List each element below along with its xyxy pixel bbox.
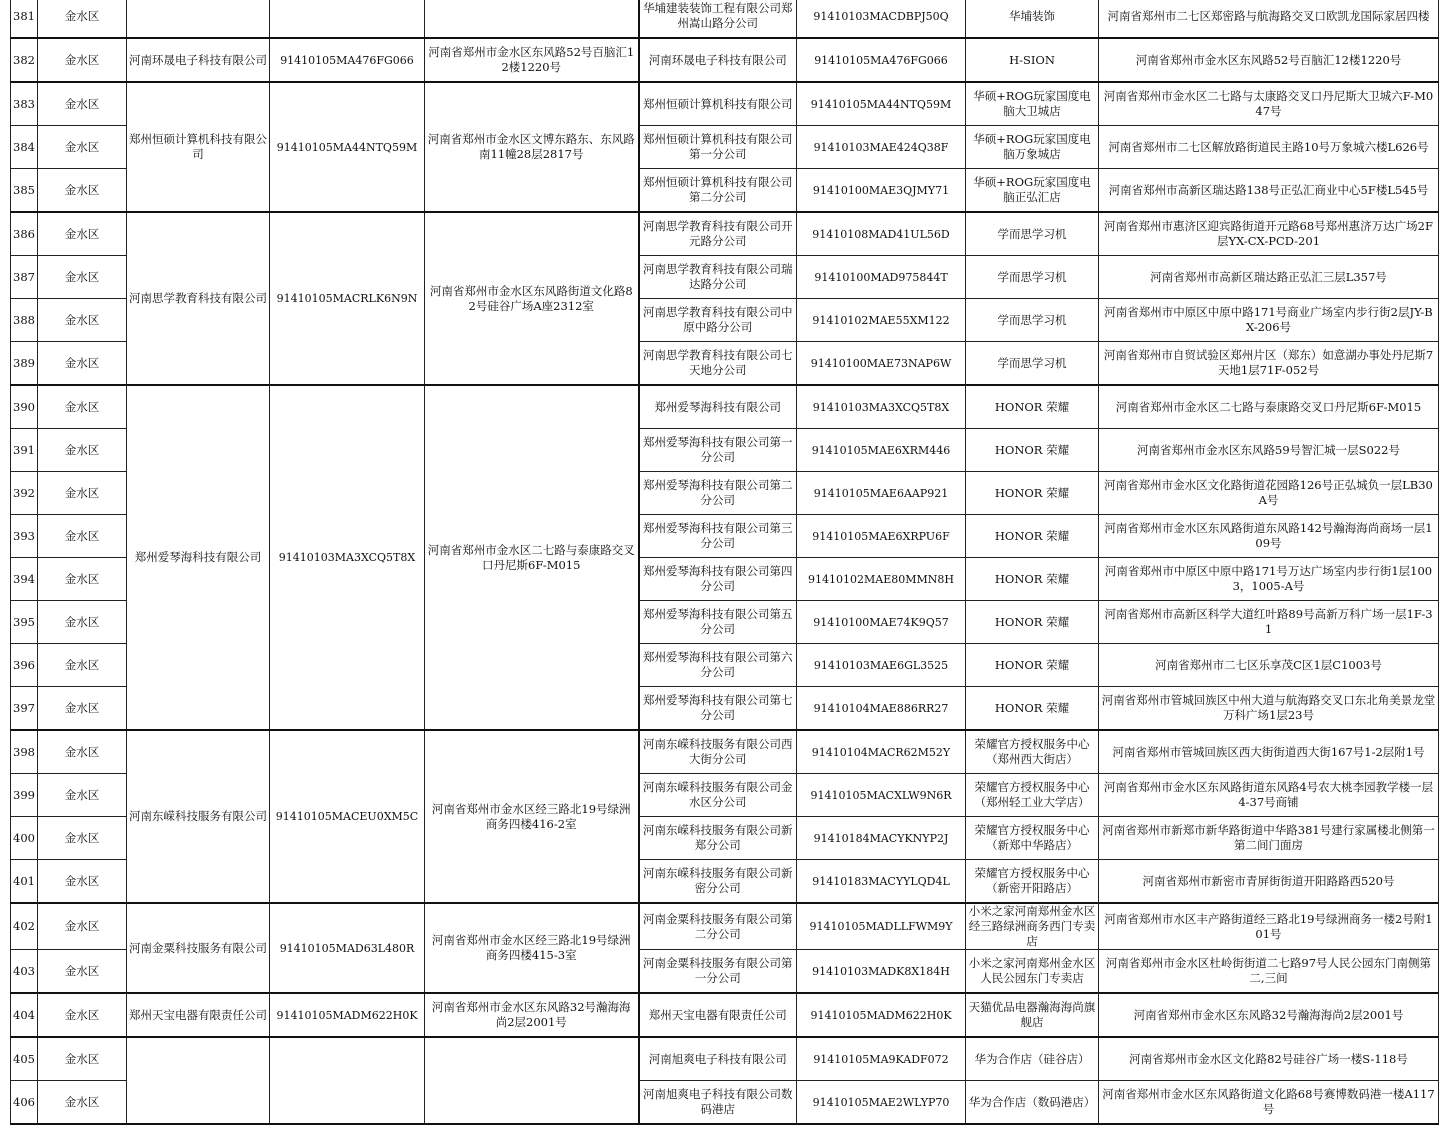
- branch-code-cell: 91410104MAE886RR27: [797, 687, 966, 731]
- district-cell: 金水区: [38, 515, 127, 558]
- row-number: 387: [11, 256, 38, 299]
- district-cell: 金水区: [38, 126, 127, 169]
- branch-code-cell: 91410103MACDBPJ50Q: [797, 0, 966, 38]
- brand-cell: HONOR 荣耀: [966, 429, 1099, 472]
- branch-name-cell: 郑州天宝电器有限责任公司: [639, 993, 797, 1037]
- branch-code-cell: 91410104MACR62M52Y: [797, 730, 966, 774]
- table-row: [11, 38, 1439, 82]
- branch-name-cell: 河南思学教育科技有限公司开元路分公司: [639, 212, 797, 256]
- row-number: 390: [11, 385, 38, 429]
- branch-name-cell: 河南环晟电子科技有限公司: [639, 38, 797, 82]
- district-cell: 金水区: [38, 860, 127, 904]
- branch-name-cell: 郑州爱琴海科技有限公司第一分公司: [639, 429, 797, 472]
- brand-cell: 荣耀官方授权服务中心（新密开阳路店）: [966, 860, 1099, 904]
- branch-code-cell: 91410100MAE3QJMY71: [797, 169, 966, 213]
- branch-name-cell: 河南金粟科技服务有限公司第二分公司: [639, 903, 797, 950]
- unit-name-cell: 河南环晟电子科技有限公司: [127, 38, 270, 82]
- row-number: 405: [11, 1037, 38, 1081]
- store-address-cell: 河南省郑州市二七区解放路街道民主路10号万象城六楼L626号: [1099, 126, 1439, 169]
- row-number: 398: [11, 730, 38, 774]
- brand-cell: 华硕+ROG玩家国度电脑万象城店: [966, 126, 1099, 169]
- district-cell: 金水区: [38, 817, 127, 860]
- unit-name-cell: 河南金粟科技服务有限公司: [127, 903, 270, 993]
- brand-cell: 华埔装饰: [966, 0, 1099, 38]
- unit-address-cell: 河南省郑州市金水区东风路52号百脑汇12楼1220号: [425, 38, 639, 82]
- branch-code-cell: 91410105MA44NTQ59M: [797, 82, 966, 126]
- brand-cell: HONOR 荣耀: [966, 472, 1099, 515]
- branch-name-cell: 郑州爱琴海科技有限公司第二分公司: [639, 472, 797, 515]
- district-cell: 金水区: [38, 558, 127, 601]
- row-number: 406: [11, 1081, 38, 1125]
- table-row: [11, 903, 1439, 950]
- store-address-cell: 河南省郑州市水区丰产路街道经三路北19号绿洲商务一楼2号附101号: [1099, 903, 1439, 950]
- branch-name-cell: 河南思学教育科技有限公司瑞达路分公司: [639, 256, 797, 299]
- brand-cell: HONOR 荣耀: [966, 385, 1099, 429]
- table-row: [11, 385, 1439, 429]
- row-number: 386: [11, 212, 38, 256]
- brand-cell: HONOR 荣耀: [966, 558, 1099, 601]
- row-number: 401: [11, 860, 38, 904]
- branch-code-cell: 91410100MAD975844T: [797, 256, 966, 299]
- store-address-cell: 河南省郑州市金水区东风路32号瀚海海尚2层2001号: [1099, 993, 1439, 1037]
- branch-code-cell: 91410105MAE6XRPU6F: [797, 515, 966, 558]
- unit-address-cell: 河南省郑州市金水区东风路32号瀚海海尚2层2001号: [425, 993, 639, 1037]
- branch-name-cell: 河南旭爽电子科技有限公司数码港店: [639, 1081, 797, 1125]
- store-address-cell: 河南省郑州市惠济区迎宾路街道开元路68号郑州惠济万达广场2F层YX-CX-PCD-201: [1099, 212, 1439, 256]
- branch-name-cell: 郑州爱琴海科技有限公司: [639, 385, 797, 429]
- branch-name-cell: 郑州爱琴海科技有限公司第七分公司: [639, 687, 797, 731]
- row-number: 388: [11, 299, 38, 342]
- row-number: 402: [11, 903, 38, 950]
- branch-name-cell: 郑州爱琴海科技有限公司第三分公司: [639, 515, 797, 558]
- store-address-cell: 河南省郑州市高新区瑞达路138号正弘汇商业中心5F楼L545号: [1099, 169, 1439, 213]
- table-row: [11, 212, 1439, 256]
- branch-code-cell: 91410103MA3XCQ5T8X: [797, 385, 966, 429]
- district-cell: 金水区: [38, 644, 127, 687]
- branch-name-cell: 华埔建装装饰工程有限公司郑州嵩山路分公司: [639, 0, 797, 38]
- brand-cell: 天猫优品电器瀚海海尚旗舰店: [966, 993, 1099, 1037]
- store-address-cell: 河南省郑州市中原区中原中路171号商业广场室内步行街2层JY-BX-206号: [1099, 299, 1439, 342]
- unit-address-cell: 河南省郑州市金水区二七路与泰康路交叉口丹尼斯6F-M015: [425, 385, 639, 730]
- branch-name-cell: 河南思学教育科技有限公司七天地分公司: [639, 342, 797, 386]
- district-cell: 金水区: [38, 774, 127, 817]
- branch-name-cell: 郑州爱琴海科技有限公司第五分公司: [639, 601, 797, 644]
- district-cell: 金水区: [38, 687, 127, 731]
- brand-cell: 学而思学习机: [966, 299, 1099, 342]
- row-number: 404: [11, 993, 38, 1037]
- unit-code-cell: 91410105MA476FG066: [270, 38, 425, 82]
- district-cell: 金水区: [38, 903, 127, 950]
- branch-code-cell: 91410103MADK8X184H: [797, 950, 966, 994]
- unit-address-cell: 河南省郑州市金水区文博东路东、东风路南11幢28层2817号: [425, 82, 639, 212]
- row-number: 395: [11, 601, 38, 644]
- branch-name-cell: 河南东嵘科技服务有限公司新郑分公司: [639, 817, 797, 860]
- branch-name-cell: 郑州恒硕计算机科技有限公司第二分公司: [639, 169, 797, 213]
- unit-address-cell: 河南省郑州市金水区经三路北19号绿洲商务四楼415-3室: [425, 903, 639, 993]
- brand-cell: 学而思学习机: [966, 342, 1099, 386]
- branch-code-cell: 91410105MADLLFWM9Y: [797, 903, 966, 950]
- store-address-cell: 河南省郑州市高新区瑞达路正弘汇三层L357号: [1099, 256, 1439, 299]
- store-address-cell: 河南省郑州市金水区文化路街道花园路126号正弘城负一层LB30A号: [1099, 472, 1439, 515]
- brand-cell: 荣耀官方授权服务中心（郑州西大街店）: [966, 730, 1099, 774]
- unit-code-cell: [270, 0, 425, 38]
- brand-cell: 学而思学习机: [966, 256, 1099, 299]
- row-number: 400: [11, 817, 38, 860]
- row-number: 391: [11, 429, 38, 472]
- brand-cell: 小米之家河南郑州金水区经三路绿洲商务西门专卖店: [966, 903, 1099, 950]
- unit-name-cell: 郑州恒硕计算机科技有限公司: [127, 82, 270, 212]
- unit-code-cell: 91410105MACRLK6N9N: [270, 212, 425, 385]
- store-address-cell: 河南省郑州市管城回族区中州大道与航海路交叉口东北角美景龙堂万科广场1层23号: [1099, 687, 1439, 731]
- row-number: 381: [11, 0, 38, 38]
- brand-cell: H-SION: [966, 38, 1099, 82]
- table-row: [11, 993, 1439, 1037]
- store-address-cell: 河南省郑州市新密市青屏街街道开阳路路西520号: [1099, 860, 1439, 904]
- branch-name-cell: 河南金粟科技服务有限公司第一分公司: [639, 950, 797, 994]
- row-number: 397: [11, 687, 38, 731]
- unit-address-cell: 河南省郑州市金水区东风路街道文化路82号硅谷广场A座2312室: [425, 212, 639, 385]
- brand-cell: 华硕+ROG玩家国度电脑正弘汇店: [966, 169, 1099, 213]
- unit-code-cell: [270, 1037, 425, 1124]
- district-cell: 金水区: [38, 38, 127, 82]
- store-address-cell: 河南省郑州市金水区杜岭街街道二七路97号人民公园东门南侧第二,三间: [1099, 950, 1439, 994]
- branch-code-cell: 91410105MACXLW9N6R: [797, 774, 966, 817]
- table-body: [11, 0, 1439, 1124]
- branch-code-cell: 91410105MAE6AAP921: [797, 472, 966, 515]
- branch-code-cell: 91410184MACYKNYP2J: [797, 817, 966, 860]
- store-address-cell: 河南省郑州市金水区二七路与太康路交叉口丹尼斯大卫城六F-M047号: [1099, 82, 1439, 126]
- row-number: 383: [11, 82, 38, 126]
- store-address-cell: 河南省郑州市金水区二七路与泰康路交叉口丹尼斯6F-M015: [1099, 385, 1439, 429]
- branch-code-cell: 91410105MA9KADF072: [797, 1037, 966, 1081]
- brand-cell: 华硕+ROG玩家国度电脑大卫城店: [966, 82, 1099, 126]
- store-address-cell: 河南省郑州市中原区中原中路171号万达广场室内步行街1层1003，1005-A号: [1099, 558, 1439, 601]
- row-number: 389: [11, 342, 38, 386]
- table-row: [11, 1037, 1439, 1081]
- store-list-table: [10, 0, 1439, 1125]
- branch-name-cell: 河南东嵘科技服务有限公司金水区分公司: [639, 774, 797, 817]
- district-cell: 金水区: [38, 1081, 127, 1125]
- branch-code-cell: 91410105MADM622H0K: [797, 993, 966, 1037]
- store-address-cell: 河南省郑州市新郑市新华路街道中华路381号建行家属楼北侧第一第二间门面房: [1099, 817, 1439, 860]
- unit-name-cell: 河南思学教育科技有限公司: [127, 212, 270, 385]
- branch-name-cell: 郑州爱琴海科技有限公司第四分公司: [639, 558, 797, 601]
- branch-name-cell: 郑州恒硕计算机科技有限公司: [639, 82, 797, 126]
- brand-cell: 荣耀官方授权服务中心（新郑中华路店）: [966, 817, 1099, 860]
- store-address-cell: 河南省郑州市高新区科学大道红叶路89号高新万科广场一层1F-31: [1099, 601, 1439, 644]
- unit-code-cell: 91410105MACEU0XM5C: [270, 730, 425, 903]
- district-cell: 金水区: [38, 299, 127, 342]
- district-cell: 金水区: [38, 256, 127, 299]
- district-cell: 金水区: [38, 82, 127, 126]
- unit-code-cell: 91410105MAD63L480R: [270, 903, 425, 993]
- brand-cell: HONOR 荣耀: [966, 515, 1099, 558]
- row-number: 382: [11, 38, 38, 82]
- district-cell: 金水区: [38, 0, 127, 38]
- row-number: 385: [11, 169, 38, 213]
- district-cell: 金水区: [38, 993, 127, 1037]
- store-address-cell: 河南省郑州市金水区文化路82号硅谷广场一楼S-118号: [1099, 1037, 1439, 1081]
- brand-cell: 小米之家河南郑州金水区人民公园东门专卖店: [966, 950, 1099, 994]
- brand-cell: 华为合作店（硅谷店）: [966, 1037, 1099, 1081]
- row-number: 403: [11, 950, 38, 994]
- store-address-cell: 河南省郑州市金水区东风路街道东风路4号农大桃李园教学楼一层4-37号商铺: [1099, 774, 1439, 817]
- table-row: [11, 82, 1439, 126]
- branch-code-cell: 91410183MACYYLQD4L: [797, 860, 966, 904]
- district-cell: 金水区: [38, 212, 127, 256]
- district-cell: 金水区: [38, 1037, 127, 1081]
- branch-name-cell: 郑州恒硕计算机科技有限公司第一分公司: [639, 126, 797, 169]
- branch-name-cell: 河南东嵘科技服务有限公司西大街分公司: [639, 730, 797, 774]
- branch-code-cell: 91410100MAE74K9Q57: [797, 601, 966, 644]
- unit-address-cell: [425, 0, 639, 38]
- unit-code-cell: 91410105MA44NTQ59M: [270, 82, 425, 212]
- branch-code-cell: 91410102MAE55XM122: [797, 299, 966, 342]
- unit-code-cell: 91410105MADM622H0K: [270, 993, 425, 1037]
- branch-code-cell: 91410102MAE80MMN8H: [797, 558, 966, 601]
- brand-cell: HONOR 荣耀: [966, 601, 1099, 644]
- store-address-cell: 河南省郑州市金水区东风路59号智汇城一层S022号: [1099, 429, 1439, 472]
- district-cell: 金水区: [38, 385, 127, 429]
- unit-name-cell: [127, 1037, 270, 1124]
- row-number: 384: [11, 126, 38, 169]
- unit-name-cell: 郑州天宝电器有限责任公司: [127, 993, 270, 1037]
- district-cell: 金水区: [38, 342, 127, 386]
- branch-code-cell: 91410105MAE6XRM446: [797, 429, 966, 472]
- unit-address-cell: 河南省郑州市金水区经三路北19号绿洲商务四楼416-2室: [425, 730, 639, 903]
- district-cell: 金水区: [38, 472, 127, 515]
- branch-name-cell: 河南东嵘科技服务有限公司新密分公司: [639, 860, 797, 904]
- store-address-cell: 河南省郑州市自贸试验区郑州片区（郑东）如意湖办事处丹尼斯7天地1层71F-052号: [1099, 342, 1439, 386]
- brand-cell: 学而思学习机: [966, 212, 1099, 256]
- row-number: 393: [11, 515, 38, 558]
- branch-name-cell: 郑州爱琴海科技有限公司第六分公司: [639, 644, 797, 687]
- district-cell: 金水区: [38, 429, 127, 472]
- store-address-cell: 河南省郑州市二七区乐享茂C区1层C1003号: [1099, 644, 1439, 687]
- unit-code-cell: 91410103MA3XCQ5T8X: [270, 385, 425, 730]
- branch-code-cell: 91410105MAE2WLYP70: [797, 1081, 966, 1125]
- unit-name-cell: 郑州爱琴海科技有限公司: [127, 385, 270, 730]
- branch-code-cell: 91410103MAE424Q38F: [797, 126, 966, 169]
- store-address-cell: 河南省郑州市金水区东风路52号百脑汇12楼1220号: [1099, 38, 1439, 82]
- store-address-cell: 河南省郑州市二七区郑密路与航海路交叉口欧凯龙国际家居四楼: [1099, 0, 1439, 38]
- store-address-cell: 河南省郑州市金水区东风路街道文化路68号赛博数码港一楼A117号: [1099, 1081, 1439, 1125]
- district-cell: 金水区: [38, 950, 127, 994]
- unit-address-cell: [425, 1037, 639, 1124]
- branch-code-cell: 91410108MAD41UL56D: [797, 212, 966, 256]
- brand-cell: 华为合作店（数码港店）: [966, 1081, 1099, 1125]
- row-number: 396: [11, 644, 38, 687]
- row-number: 394: [11, 558, 38, 601]
- store-address-cell: 河南省郑州市管城回族区西大街街道西大街167号1-2层附1号: [1099, 730, 1439, 774]
- brand-cell: HONOR 荣耀: [966, 644, 1099, 687]
- branch-name-cell: 河南思学教育科技有限公司中原中路分公司: [639, 299, 797, 342]
- unit-name-cell: [127, 0, 270, 38]
- district-cell: 金水区: [38, 730, 127, 774]
- branch-code-cell: 91410103MAE6GL3525: [797, 644, 966, 687]
- brand-cell: 荣耀官方授权服务中心（郑州轻工业大学店）: [966, 774, 1099, 817]
- row-number: 392: [11, 472, 38, 515]
- branch-name-cell: 河南旭爽电子科技有限公司: [639, 1037, 797, 1081]
- district-cell: 金水区: [38, 169, 127, 213]
- row-number: 399: [11, 774, 38, 817]
- brand-cell: HONOR 荣耀: [966, 687, 1099, 731]
- store-address-cell: 河南省郑州市金水区东风路街道东风路142号瀚海海尚商场一层109号: [1099, 515, 1439, 558]
- table-row: [11, 0, 1439, 38]
- branch-code-cell: 91410105MA476FG066: [797, 38, 966, 82]
- unit-name-cell: 河南东嵘科技服务有限公司: [127, 730, 270, 903]
- branch-code-cell: 91410100MAE73NAP6W: [797, 342, 966, 386]
- district-cell: 金水区: [38, 601, 127, 644]
- table-row: [11, 730, 1439, 774]
